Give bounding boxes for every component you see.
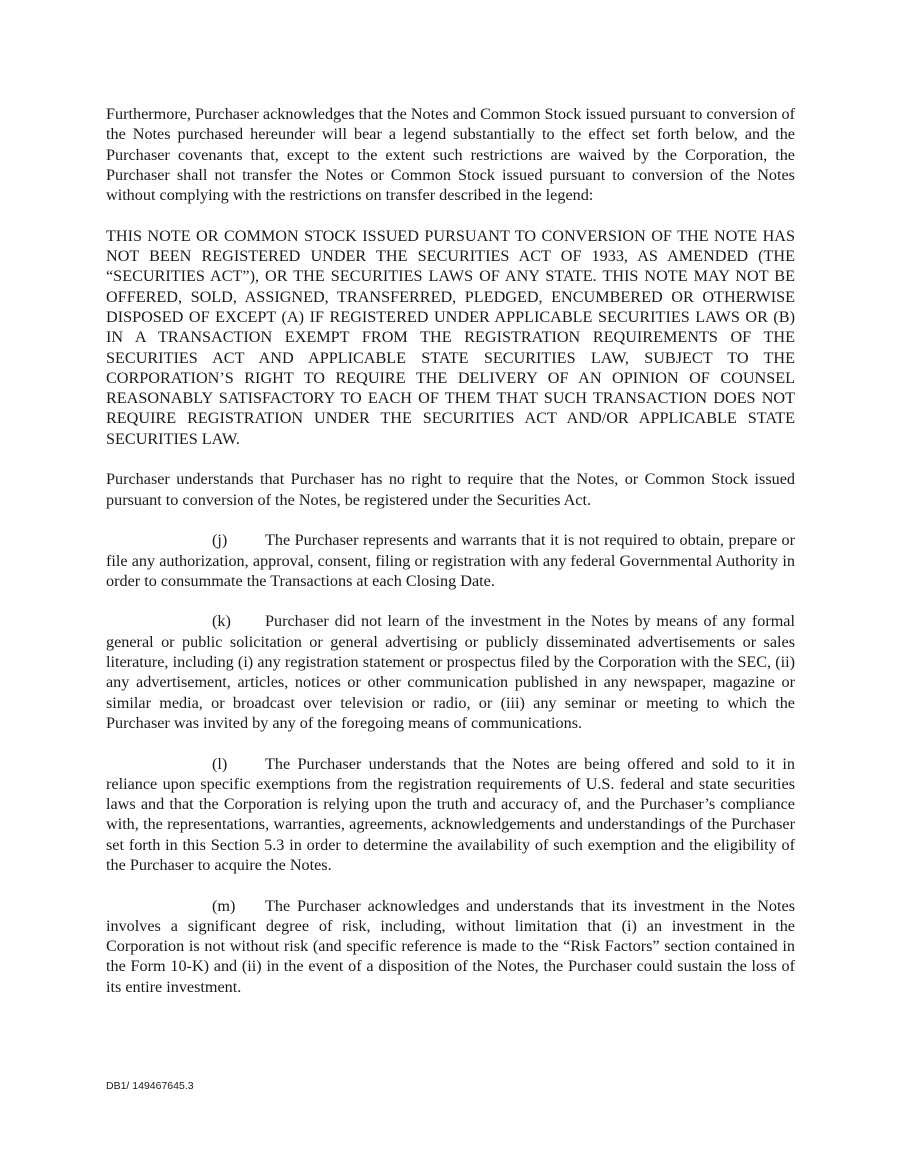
clause-text: Purchaser did not learn of the investment in the Notes by means of any formal general or public solicitation or general advertising or publicly disseminated advertisements or sales literature, including (i) any registration statement or prospectus filed by the Corporation with the SEC, (ii) any advertisement, articles, notices or other communication published in any newspaper, magazine or similar media, or broadcast over television or radio, or (iii) any seminar or meeting to which the Purchaser was invited by any of the foregoing means of communications.	[106, 612, 795, 732]
clause-l	[106, 754, 795, 876]
clause-m	[106, 896, 795, 997]
document-body	[106, 104, 795, 1017]
clause-k	[106, 611, 795, 733]
clause-marker: (j)	[212, 531, 228, 550]
clause-j	[106, 530, 795, 591]
clause-text: The Purchaser understands that the Notes are being offered and sold to it in reliance upon specific exemptions from the registration requirements of U.S. federal and state securities laws and that the Corporation is relying upon the truth and accuracy of, and the Purchaser’s compliance with, the representations, warranties, agreements, acknowledgements and understandings of the Purchaser set forth in this Section 5.3 in order to determine the availability of such exemption and the eligibility of the Purchaser to acquire the Notes.	[106, 754, 795, 874]
clause-text: The Purchaser acknowledges and understands that its investment in the Notes involves a significant degree of risk, including, without limitation that (i) an investment in the Corporation is not without risk (and specific reference is made to the “Risk Factors” section contained in the Form 10-K) and (ii) in the event of a disposition of the Notes, the Purchaser could sustain the loss of its entire investment.	[106, 896, 795, 996]
legend-paragraph: THIS NOTE OR COMMON STOCK ISSUED PURSUANT TO CONVERSION OF THE NOTE HAS NOT BEEN REGISTERED UNDER THE SECURITIES ACT OF 1933, AS AMENDED (THE “SECURITIES ACT”), OR THE SECURITIES LAWS OF ANY STATE. THIS NOTE MAY NOT BE OFFERED, SOLD, ASSIGNED, TRANSFERRED, PLEDGED, ENCUMBERED OR OTHERWISE DISPOSED OF EXCEPT (A) IF REGISTERED UNDER APPLICABLE SECURITIES LAWS OR (B) IN A TRANSACTION EXEMPT FROM THE REGISTRATION REQUIREMENTS OF THE SECURITIES ACT AND APPLICABLE STATE SECURITIES LAW, SUBJECT TO THE CORPORATION’S RIGHT TO REQUIRE THE DELIVERY OF AN OPINION OF COUNSEL REASONABLY SATISFACTORY TO EACH OF THEM THAT SUCH TRANSACTION DOES NOT REQUIRE REGISTRATION UNDER THE SECURITIES ACT AND/OR APPLICABLE STATE SECURITIES LAW.	[106, 226, 795, 448]
clause-marker: (k)	[212, 612, 231, 631]
clause-marker: (l)	[212, 754, 228, 773]
clause-text: The Purchaser represents and warrants that it is not required to obtain, prepare or file any authorization, approval, consent, filing or registration with any federal Governmental Authority in order to consummate the Transactions at each Closing Date.	[106, 531, 795, 590]
registration-right-paragraph: Purchaser understands that Purchaser has no right to require that the Notes, or Common Stock issued pursuant to conversion of the Notes, be registered under the Securities Act.	[106, 470, 795, 509]
intro-paragraph: Furthermore, Purchaser acknowledges that the Notes and Common Stock issued pursuant to conversion of the Notes purchased hereunder will bear a legend substantially to the effect set forth below, and the Purchaser covenants that, except to the extent such restrictions are waived by the Corporation, the Purchaser shall not transfer the Notes or Common Stock issued pursuant to conversion of the Notes without complying with the restrictions on transfer described in the legend:	[106, 105, 795, 205]
document-footer-id: DB1/ 149467645.3	[106, 1080, 194, 1092]
clause-marker: (m)	[212, 896, 236, 915]
